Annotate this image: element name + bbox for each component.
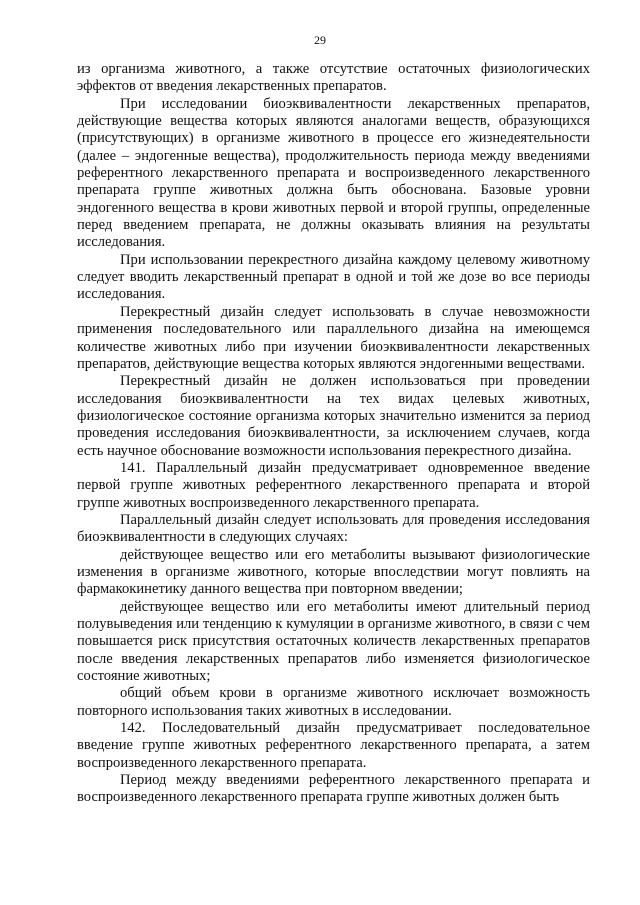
paragraph-continuation: из организма животного, а также отсутствие остаточных физиологических эффектов от введения лекарственных препаратов. [77, 61, 590, 95]
paragraph-case-long-half-life: действующее вещество или его метаболиты имеют длительный период полувыведения или тенденцию к кумуляции в организме животного, в связи с чем повышается риск присутствия остаточных количеств лекарственных препаратов после введения лекарственных препаратов либо изменяется физиологическое состояние животных; [77, 598, 590, 685]
paragraph-parallel-cases-intro: Параллельный дизайн следует использовать для проведения исследования биоэквивалентности в следующих случаях: [77, 511, 590, 546]
page-number: 29 [314, 33, 326, 47]
paragraph-crossover-dose: При использовании перекрестного дизайна каждому целевому животному следует вводить лекарственный препарат в одной и той же дозе во все периоды исследования. [77, 251, 590, 303]
paragraph-142-sequential-design: 142. Последовательный дизайн предусматривает последовательное введение группе животных референтного лекарственного препарата, а затем воспроизведенного лекарственного препарата. [77, 720, 590, 771]
paragraph-case-blood-volume: общий объем крови в организме животного исключает возможность повторного использования таких животных в исследовании. [77, 685, 590, 719]
paragraph-endogenous-substances: При исследовании биоэквивалентности лекарственных препаратов, действующие вещества которых являются аналогами веществ, образующихся (присутствующих) в организме животного в процессе его жизнедеятельности (далее – эндогенные вещества), продолжительность периода между введениями референтного лекарственного препарата и воспроизведенного лекарственного препарата группе животных должна быть обоснована. Базовые уровни эндогенного вещества в крови животных первой и второй группы, определенные перед введением препарата, не должны оказывать влияния на результаты исследования. [77, 95, 590, 251]
paragraph-period-between-administrations: Период между введениями референтного лекарственного препарата и воспроизведенного лекарственного препарата группе животных должен быть [77, 772, 590, 806]
paragraph-crossover-use: Перекрестный дизайн следует использовать в случае невозможности применения последовательного или параллельного дизайна на имеющемся количестве животных либо при изучении биоэквивалентности лекарственных препаратов, действующие вещества которых являются эндогенными веществами. [77, 303, 590, 372]
paragraph-crossover-restriction: Перекрестный дизайн не должен использоваться при проведении исследования биоэквивалентности на тех видах целевых животных, физиологическое состояние организма которых значительно изменится за период проведения исследования биоэквивалентности, за исключением случаев, когда есть научное обоснование возможности использования перекрестного дизайна. [77, 373, 590, 459]
paragraph-case-physiological-changes: действующее вещество или его метаболиты вызывают физиологические изменения в организме животного, которые впоследствии могут повлиять на фармакокинетику данного вещества при повторном введении; [77, 546, 590, 598]
paragraph-141-parallel-design: 141. Параллельный дизайн предусматривает одновременное введение первой группе животных референтного лекарственного препарата и второй группе животных воспроизведенного лекарственного препарата. [77, 459, 590, 511]
document-body [77, 61, 590, 807]
